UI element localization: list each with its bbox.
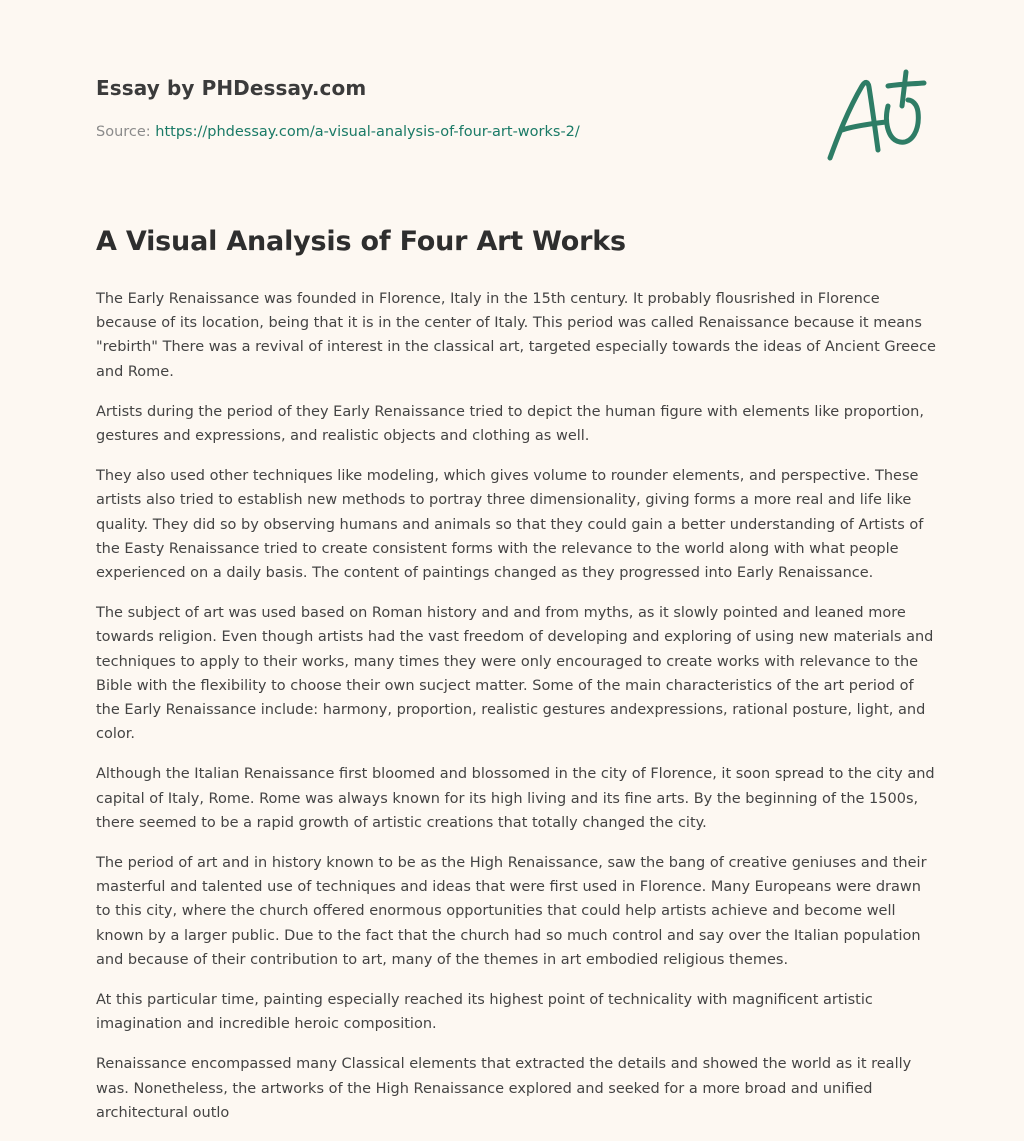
essay-paragraph-2: Artists during the period of they Early Renaissance tried to depict the human figure with elements like proportion, gestures and expressions, and realistic objects and clothing as well.	[96, 403, 924, 445]
site-brand: Essay by PHDessay.com	[96, 76, 367, 100]
essay-title: A Visual Analysis of Four Art Works	[96, 226, 626, 257]
essay-paragraph-8: Renaissance encompassed many Classical elements that extracted the details and showed the world as it really was. Nonetheless, the artworks of the High Renaissance explored and seeked for a more broad and unified architectural outlo	[96, 1056, 912, 1121]
a-plus-logo-icon	[824, 66, 928, 166]
source-line	[96, 124, 580, 140]
essay-paragraph-3: They also used other techniques like modeling, which gives volume to rounder elements, and perspective. These artists also tried to establish new methods to portray three dimensionality, giving forms a more real and life like quality. They did so by observing humans and animals so that they could gain a better understanding of Artists of the Easty Renaissance tried to create consistent forms with the relevance to the world along with what people experienced on a daily basis. The content of paintings changed as they progressed into Early Renaissance.	[96, 468, 924, 582]
essay-paragraph-1: The Early Renaissance was founded in Florence, Italy in the 15th century. It probably flousrished in Florence because of its location, being that it is in the center of Italy. This period was called Renaissance because it means "rebirth" There was a revival of interest in the classical art, targeted especially towards the ideas of Ancient Greece and Rome.	[96, 291, 936, 380]
essay-paragraph-6: The period of art and in history known to be as the High Renaissance, saw the bang of creative geniuses and their masterful and talented use of techniques and ideas that were first used in Florence. Many Europeans were drawn to this city, where the church offered enormous opportunities that could help artists achieve and become well known by a larger public. Due to the fact that the church had so much control and say over the Italian population and because of their contribution to art, many of the themes in art embodied religious themes.	[96, 855, 927, 968]
source-link[interactable]: https://phdessay.com/a-visual-analysis-of-four-art-works-2/	[155, 124, 580, 140]
essay-page	[96, 0, 936, 1121]
essay-body	[96, 287, 936, 1141]
essay-paragraph-7: At this particular time, painting especially reached its highest point of technicality with magnificent artistic imagination and incredible heroic composition.	[96, 992, 873, 1033]
essay-paragraph-5: Although the Italian Renaissance first bloomed and blossomed in the city of Florence, it soon spread to the city and capital of Italy, Rome. Rome was always known for its high living and its fine arts. By the beginning of the 1500s, there seemed to be a rapid growth of artistic creations that totally changed the city.	[96, 766, 935, 831]
page-header	[96, 0, 936, 190]
source-label: Source:	[96, 124, 151, 140]
essay-paragraph-4: The subject of art was used based on Roman history and and from myths, as it slowly pointed and leaned more towards religion. Even though artists had the vast freedom of developing and exploring of using new materials and techniques to apply to their works, many times they were only encouraged to create works with relevance to the Bible with the flexibility to choose their own sucject matter. Some of the main characteristics of the art period of the Early Renaissance include: harmony, proportion, realistic gestures andexpressions, rational posture, light, and color.	[96, 605, 934, 743]
